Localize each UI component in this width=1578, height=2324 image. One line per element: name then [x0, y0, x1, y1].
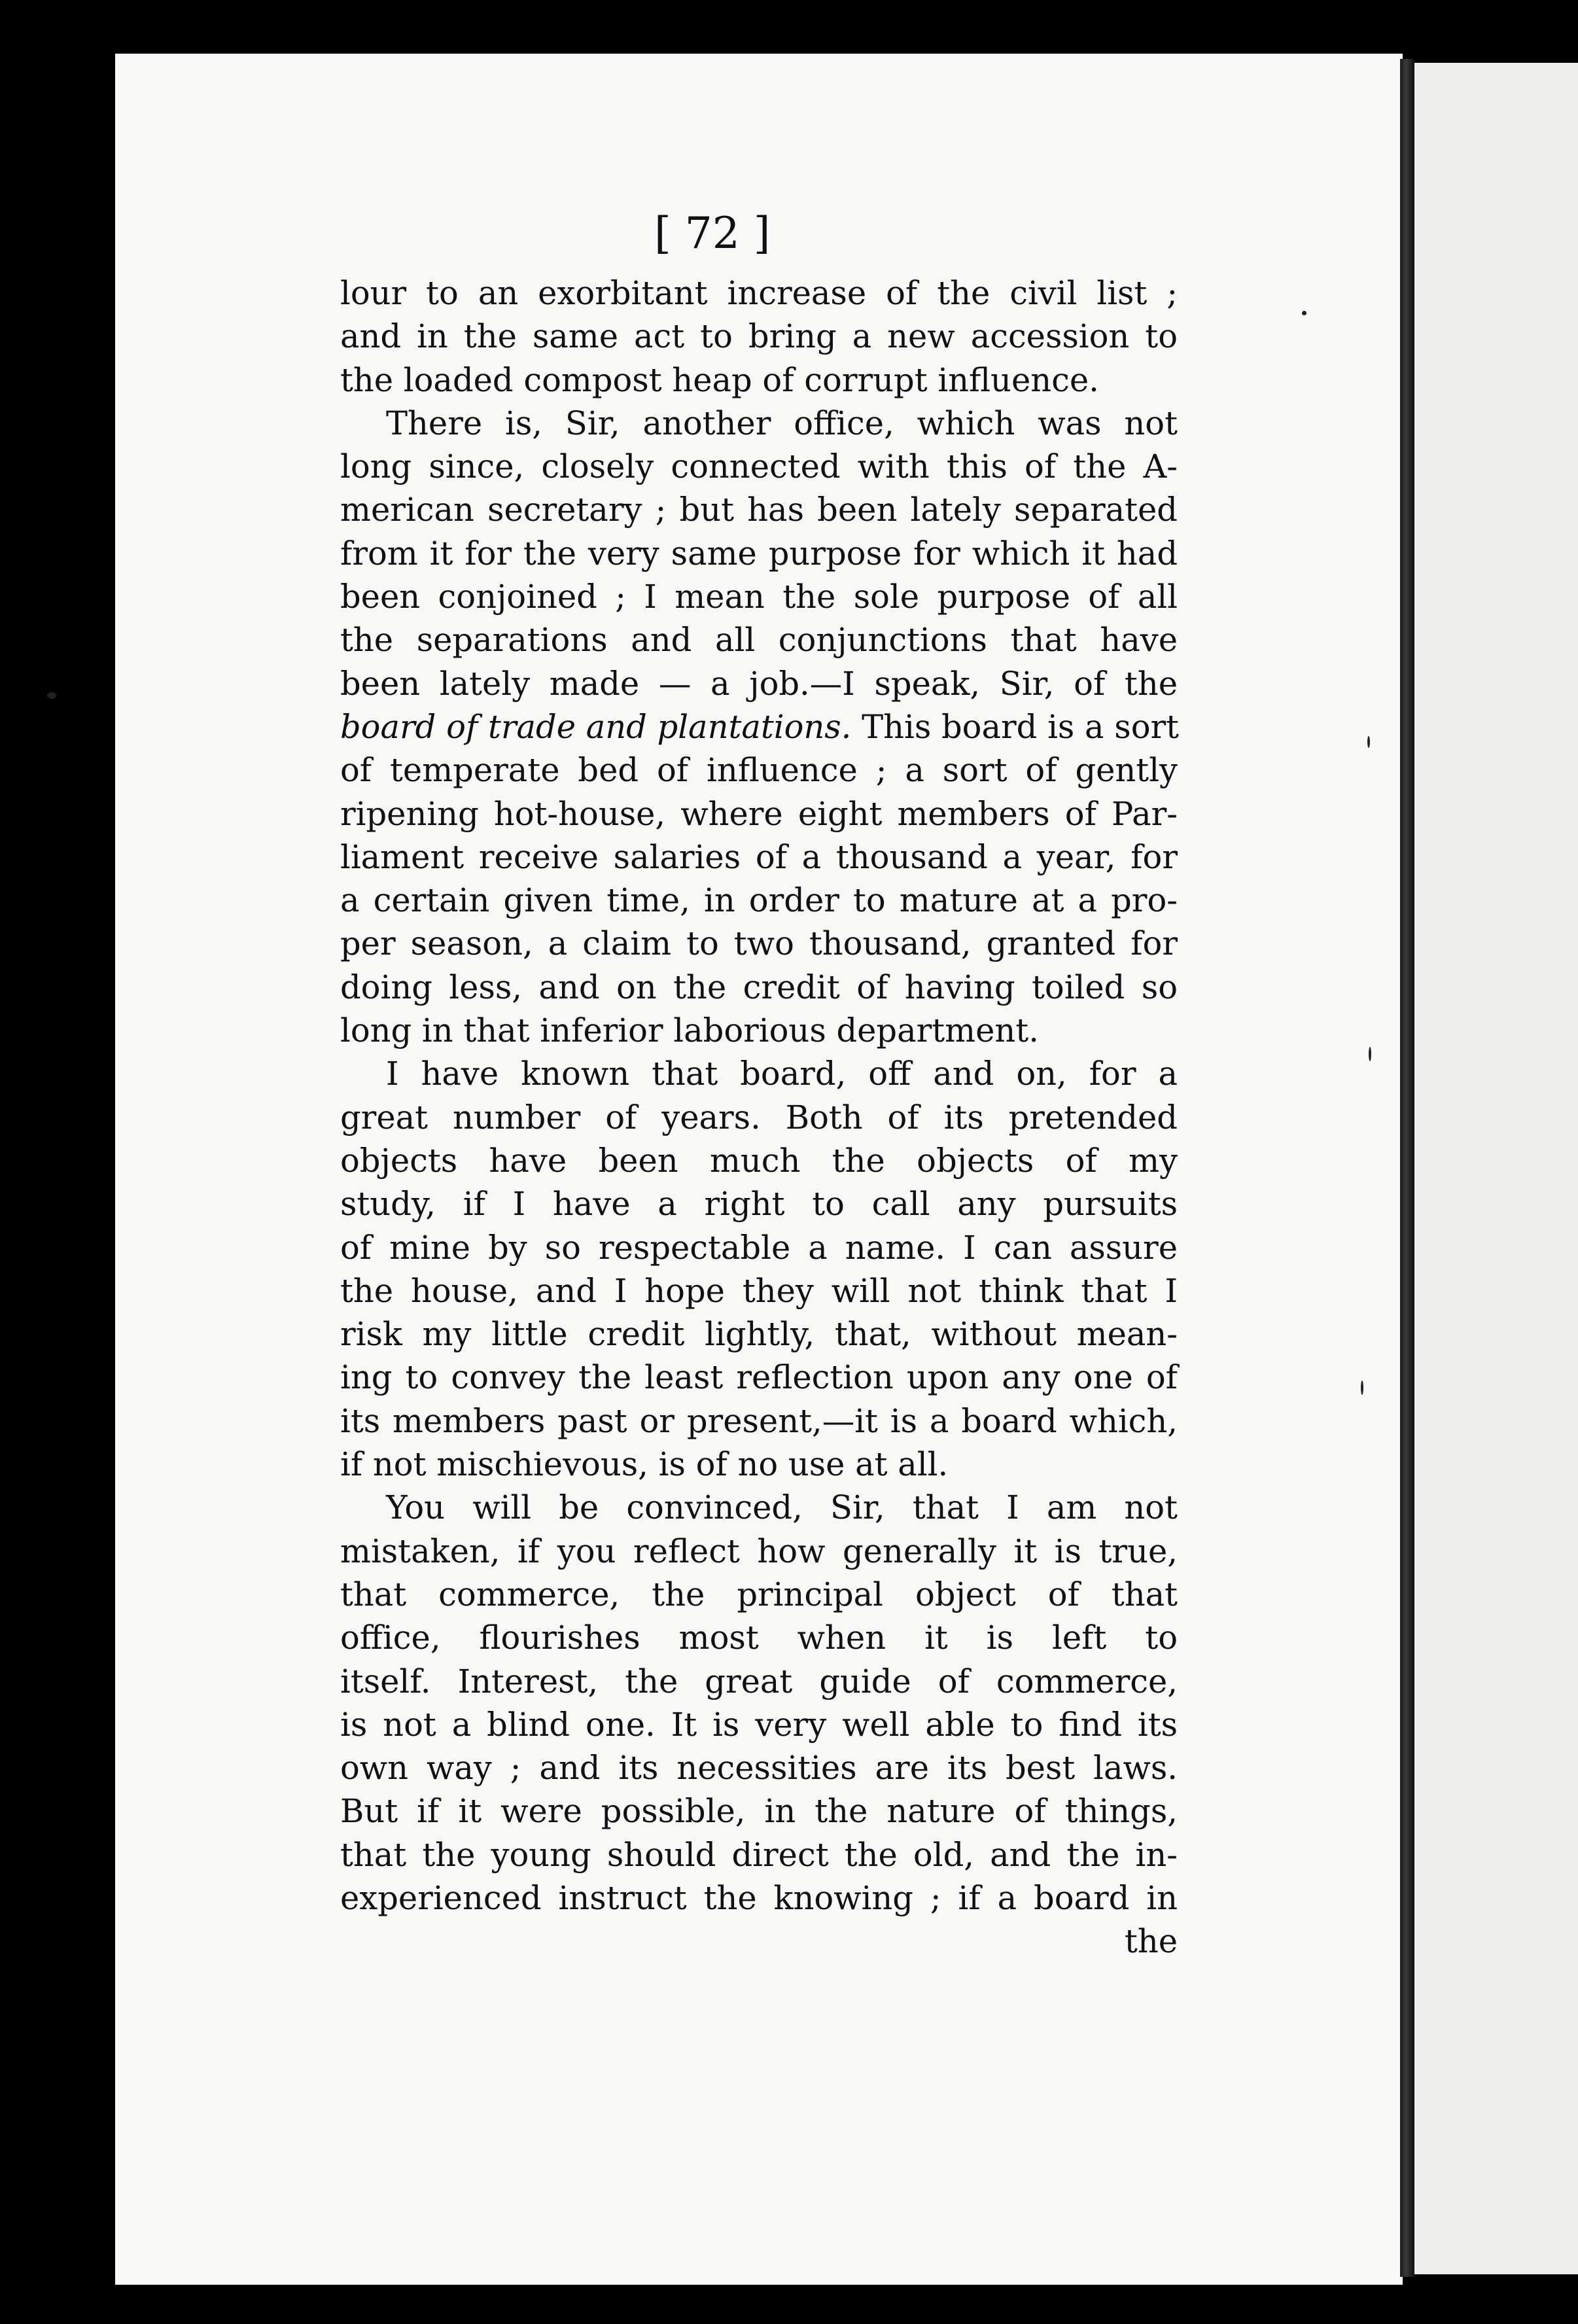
text-line: if not mischievous, is of no use at all.: [340, 1445, 949, 1484]
text-line: experienced instruct the knowing ; if a board in: [340, 1878, 1178, 1917]
page-gutter-edge: [1400, 59, 1414, 2277]
text-line: been lately made — a job.—I speak, Sir, of the: [340, 664, 1178, 703]
text-line: lour to an exorbitant increase of the civil list ;: [340, 274, 1178, 312]
text-line: long in that inferior laborious department.: [340, 1012, 1039, 1050]
text-line: risk my little credit lightly, that, without mean-: [340, 1315, 1178, 1354]
text-line: office, flourishes most when it is left to: [340, 1619, 1178, 1657]
text-line: There is, Sir, another office, which was not: [386, 404, 1178, 442]
text-line: been conjoined ; I mean the sole purpose of all: [340, 578, 1178, 616]
body-text: [340, 272, 1178, 1963]
text-line: a certain given time, in order to mature at a pro-: [340, 881, 1178, 920]
text-line: that commerce, the principal object of that: [340, 1575, 1178, 1613]
text-line: the house, and I hope they will not think that I: [340, 1271, 1178, 1310]
text-line-rest: This board is a sort: [851, 707, 1180, 746]
scan-speck: [1361, 1381, 1363, 1395]
text-line: and in the same act to bring a new accession to: [340, 317, 1178, 356]
text-line: mistaken, if you reflect how generally it is true,: [340, 1532, 1178, 1570]
catchword: the: [1124, 1922, 1178, 1961]
text-line: liament receive salaries of a thousand a year, for: [340, 837, 1178, 876]
text-line: itself. Interest, the great guide of commerce,: [340, 1662, 1178, 1700]
italic-phrase: board of trade and plantations.: [340, 707, 852, 746]
adjacent-page-edge: [1414, 63, 1578, 2274]
text-line: great number of years. Both of its pretended: [340, 1098, 1178, 1136]
text-line: of temperate bed of influence ; a sort of gently: [340, 751, 1178, 790]
page-number-header: [ 72 ]: [654, 208, 771, 258]
text-line: ing to convey the least reflection upon any one of: [340, 1358, 1178, 1397]
text-line: its members past or present,—it is a board which,: [340, 1401, 1178, 1440]
text-line: from it for the very same purpose for which it had: [340, 534, 1178, 572]
text-line: the separations and all conjunctions that have: [340, 621, 1178, 660]
text-line: per season, a claim to two thousand, granted for: [340, 924, 1178, 963]
text-line: own way ; and its necessities are its best laws.: [340, 1749, 1178, 1787]
text-line: of mine by so respectable a name. I can assure: [340, 1228, 1178, 1267]
text-line: the loaded compost heap of corrupt influence.: [340, 361, 1099, 399]
text-line: But if it were possible, in the nature of things,: [340, 1792, 1178, 1831]
scan-speck: [1302, 311, 1306, 315]
scan-speck: [47, 692, 56, 699]
text-line: ripening hot-house, where eight members of Par-: [340, 794, 1178, 833]
text-line: merican secretary ; but has been lately separated: [340, 491, 1178, 529]
text-line: doing less, and on the credit of having toiled so: [340, 968, 1178, 1006]
scan-speck: [1367, 736, 1370, 748]
text-line: is not a blind one. It is very well able to find its: [340, 1705, 1178, 1744]
text-line: study, if I have a right to call any pursuits: [340, 1185, 1178, 1224]
scan-speck: [1369, 1047, 1371, 1061]
text-line: objects have been much the objects of my: [340, 1141, 1178, 1180]
text-line: long since, closely connected with this of the A-: [340, 448, 1178, 486]
text-line: You will be convinced, Sir, that I am not: [386, 1488, 1178, 1527]
text-line: I have known that board, off and on, for a: [386, 1055, 1178, 1093]
text-line-italic-phrase: [340, 705, 1178, 748]
text-line: that the young should direct the old, and the in-: [340, 1835, 1178, 1874]
